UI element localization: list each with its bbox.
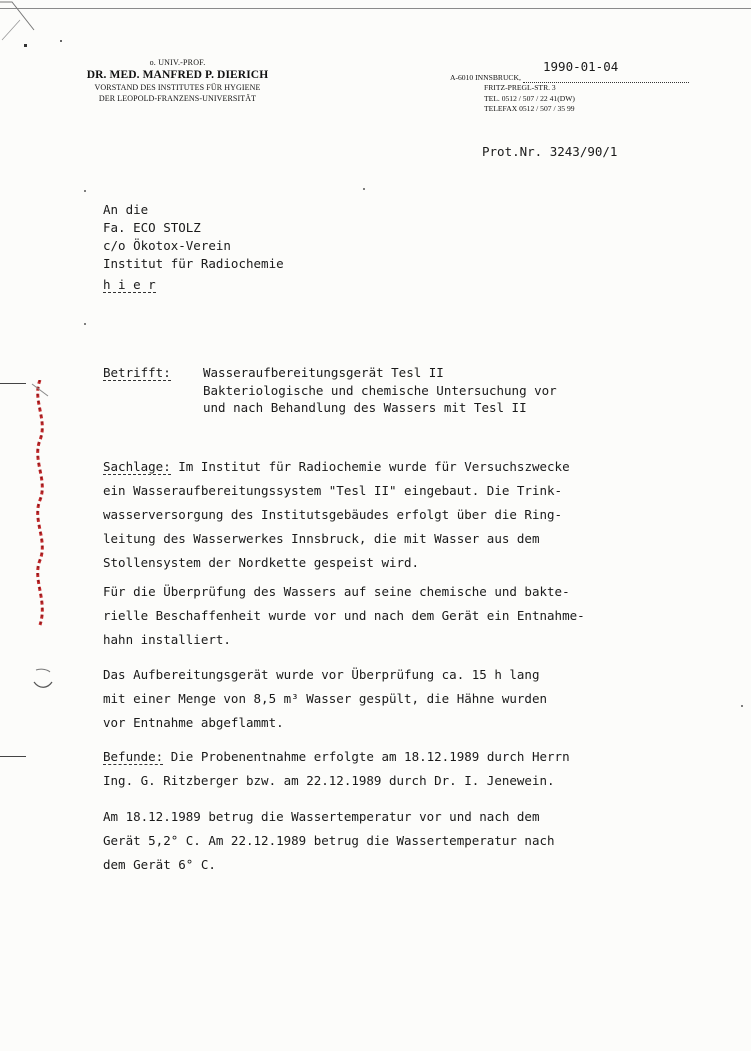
befunde-text: Ing. G. Ritzberger bzw. am 22.12.1989 durch Dr. I. Jenewein.	[103, 773, 555, 788]
recipient-block	[103, 201, 284, 273]
paper-speck	[363, 188, 365, 190]
paper-speck	[84, 323, 86, 325]
fold-mark-bottom	[0, 756, 26, 757]
letterhead	[60, 58, 295, 104]
paper-speck	[84, 190, 86, 192]
befunde-label: Befunde:	[103, 749, 164, 764]
paragraph-pruefung: Für die Überprüfung des Wassers auf seine chemische und bakte- rielle Beschaffenheit wurde vor und nach dem Gerät ein Entnahme- hahn installiert.	[103, 584, 585, 647]
sachlage-label: Sachlage:	[103, 459, 171, 474]
author-name: DR. MED. MANFRED P. DIERICH	[86, 69, 269, 81]
recipient-line: c/o Ökotox-Verein	[103, 238, 231, 253]
subject-label-wrap	[103, 364, 203, 417]
subject-text	[203, 364, 557, 417]
paper-top-edge	[0, 8, 751, 9]
befunde-first-line: Die Probenentnahme erfolgte am 18.12.1989 durch Herrn	[163, 749, 570, 764]
subject-line-2: Bakteriologische und chemische Untersuchung vor	[203, 382, 557, 398]
paragraph-temperatur: Am 18.12.1989 betrug die Wassertemperatur vor und nach dem Gerät 5,2° C. Am 22.12.1989 betrug die Wassertemperatur nach dem Gerät 6° C.	[103, 809, 555, 872]
academic-title: o. UNIV.-PROF.	[149, 58, 206, 67]
subject-line-1: Wasseraufbereitungsgerät Tesl II	[203, 365, 444, 380]
local-note-text: h i e r	[103, 277, 156, 292]
address-telefax: TELEFAX 0512 / 507 / 35 99	[484, 104, 575, 114]
binding-thread	[28, 380, 52, 640]
subject-label: Betrifft:	[103, 365, 171, 380]
fold-mark-top	[0, 383, 26, 384]
address-telephone: TEL. 0512 / 507 / 22 41(DW)	[484, 93, 575, 103]
protocol-number: Prot.Nr. 3243/90/1	[482, 144, 618, 159]
recipient-line: Institut für Radiochemie	[103, 256, 284, 271]
paragraph-aufbereitung: Das Aufbereitungsgerät wurde vor Überprüfung ca. 15 h lang mit einer Menge von 8,5 m³ Wasser gespült, die Hähne wurden vor Entnahme abgeflammt.	[103, 667, 548, 730]
sachlage-text: ein Wasseraufbereitungssystem "Tesl II" eingebaut. Die Trink- wasserversorgung des Institutsgebäudes erfolgt über die Ring- leitung des Wasserwerkes Innsbruck, die mit Wasser aus dem Stollensystem der Nordkette gespeist wird.	[103, 483, 563, 570]
subject-block	[103, 364, 557, 417]
sender-address	[450, 73, 689, 115]
subject-row	[103, 364, 557, 417]
address-street: FRITZ-PREGL-STR. 3	[484, 83, 556, 93]
letter-date: 1990-01-04	[543, 59, 619, 74]
position-line-2: DER LEOPOLD-FRANZENS-UNIVERSITÄT	[98, 94, 257, 103]
position-line-1: VORSTAND DES INSTITUTES FÜR HYGIENE	[94, 83, 261, 92]
paragraph-befunde	[103, 745, 570, 793]
recipient-line: An die	[103, 202, 149, 217]
paper-speck	[741, 705, 743, 707]
subject-line-3: und nach Behandlung des Wassers mit Tesl II	[203, 400, 527, 415]
address-city-line	[450, 73, 689, 83]
sachlage-first-line: Im Institut für Radiochemie wurde für Versuchszwecke	[170, 459, 570, 474]
address-city: A-6010 INNSBRUCK,	[450, 73, 521, 82]
recipient-line: Fa. ECO STOLZ	[103, 220, 201, 235]
punch-hole-mark	[32, 666, 56, 696]
paragraph-sachlage	[103, 455, 570, 575]
address-dotted-line	[523, 76, 689, 83]
recipient-local-note	[103, 277, 156, 292]
